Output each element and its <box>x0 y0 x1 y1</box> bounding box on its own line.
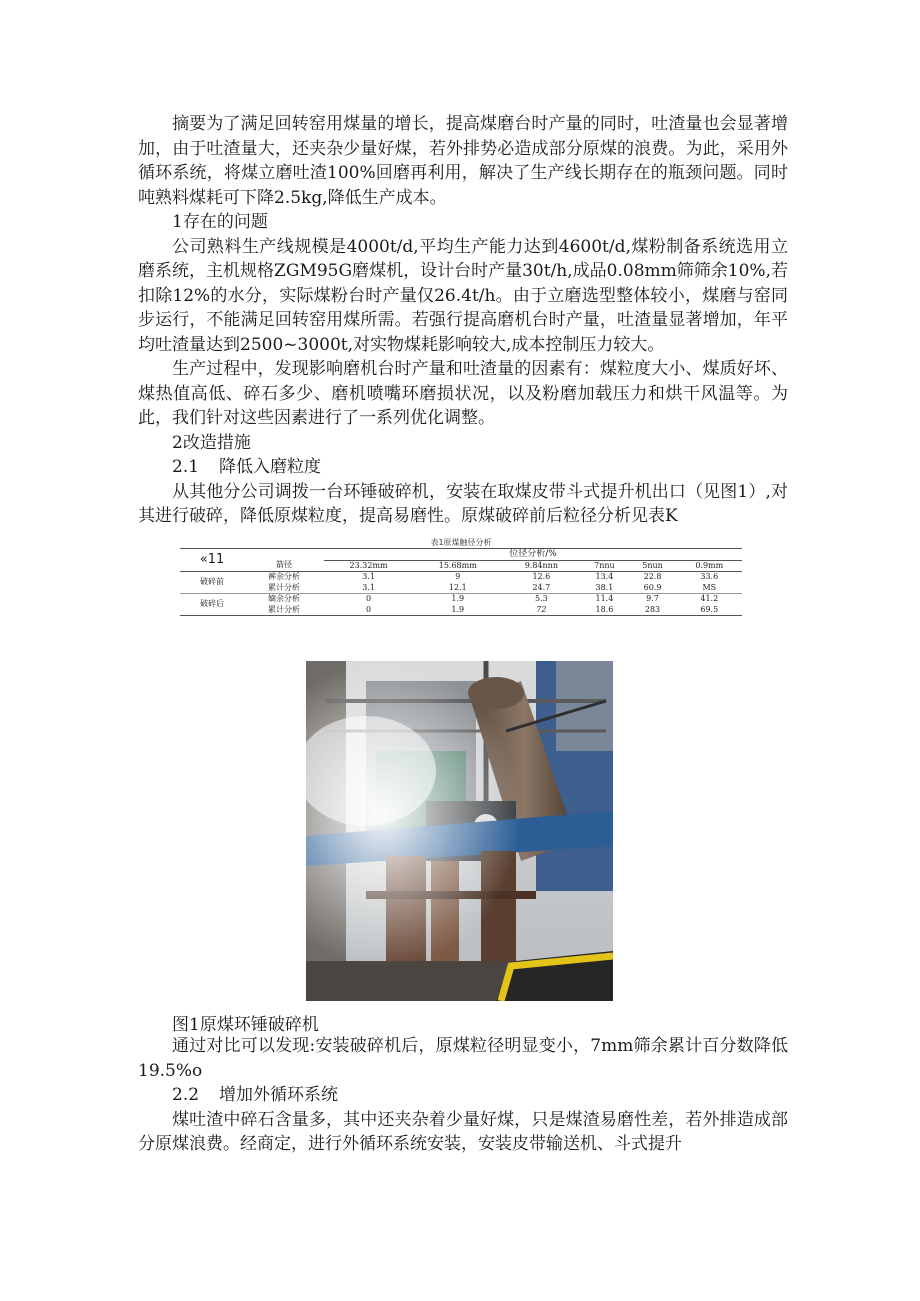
section-2-heading: 2改造措施 <box>172 432 251 453</box>
section-2-2-title: 增加外循环系统 <box>219 1085 339 1105</box>
table-size-header: 15.68mm <box>438 560 477 570</box>
crusher-photo <box>306 661 613 1001</box>
text-block-upper <box>138 112 788 529</box>
section-2-2-heading <box>138 1083 788 1108</box>
table-grid <box>180 548 742 616</box>
crusher-photo-illustration <box>306 661 613 1001</box>
table-group-label: 破碎前 <box>200 577 224 587</box>
table-title: 表1原煤触径分析 <box>430 538 492 547</box>
table-cell: 33.6 <box>700 572 719 581</box>
table-size-header: 23.32mm <box>349 560 388 570</box>
table-cell: 18.6 <box>595 604 614 614</box>
table-cell: 12.1 <box>448 582 467 592</box>
table-size-header: 5nun <box>642 560 663 570</box>
table-cell: 60.9 <box>643 582 662 592</box>
table-row-label: 裤余分析 <box>268 572 300 581</box>
table-cell: 3.1 <box>362 582 375 592</box>
table-sieve-label: 箭径 <box>276 560 292 570</box>
table-cell: 22.8 <box>643 572 662 581</box>
table-row-label: 嫡余分析 <box>268 594 300 603</box>
table-cell: 0 <box>366 604 372 614</box>
table-row-label: 累计分析 <box>268 604 300 614</box>
section-2-2-paragraph: 煤吐渣中碎石含量多，其中还夹杂着少量好煤，只是煤渣易磨性差，若外排造成部分原煤浪费。经商定，进行外循环系统安装，安装皮带输送机、斗式提升 <box>138 1109 788 1154</box>
after-figure-paragraph: 通过对比可以发现:安装破碎机后，原煤粒径明显变小，7mm筛余累计百分数降低19.5%o <box>138 1036 788 1081</box>
table-size-header: 7nnu <box>594 560 615 570</box>
table-group-label: 破碎后 <box>180 594 244 616</box>
section-2-1-number: 2.1 <box>172 457 200 477</box>
table-cell: MS <box>702 582 717 592</box>
table-row-label: 累计分析 <box>268 582 300 592</box>
table-cell: 1.9 <box>451 604 465 614</box>
section-2-2-number: 2.2 <box>172 1085 200 1105</box>
table-group-header: 位径分析/% <box>324 549 742 561</box>
table-cell: 69.5 <box>700 604 719 614</box>
table-cell: 5.3 <box>534 594 548 603</box>
table-cell: 12.6 <box>532 572 551 581</box>
table-cell: 1.9 <box>451 594 465 603</box>
section-2-1-paragraph: 从其他分公司调拨一台环锤破碎机，安装在取煤皮带斗式提升机出口（见图1）,对其进行破碎，降低原煤粒度，提高易磨性。原煤破碎前后粒径分析见表K <box>138 481 788 526</box>
text-block-lower <box>138 1034 788 1157</box>
table-cell: 41.2 <box>700 594 719 603</box>
table-cell: 3.1 <box>362 572 375 581</box>
table-cell: 0 <box>366 594 372 603</box>
table-cell: 9 <box>455 572 461 581</box>
table-cell: 11.4 <box>595 594 614 603</box>
section-2-1-title: 降低入磨粒度 <box>219 457 322 477</box>
table-cell: 9.7 <box>646 594 659 603</box>
section-1-heading: 1存在的问题 <box>172 212 268 232</box>
table-corner-label: «11 <box>180 549 244 572</box>
section-2-1-heading <box>138 455 788 480</box>
section-1-paragraph-1: 公司熟料生产线规模是4000t/d,平均生产能力达到4600t/d,煤粉制备系统选用立磨系统，主机规格ZGM95G磨煤机，设计台时产量30t/h,成品0.08mm筛筛余10%,若扣除12%的水分，实际煤粉台时产量仅26.4t/h。由于立磨选型整体较小，煤磨与窑同步运行，不能满足回转窑用煤所需。若强行提高磨机台时产量，吐渣量显著增加，年平均吐渣量达到2500~3000t,对实物煤耗影响较大,成本控制压力较大。 <box>138 236 788 355</box>
section-1-paragraph-2: 生产过程中，发现影响磨机台时产量和吐渣量的因素有：煤粒度大小、煤质好坏、煤热值高低、碎石多少、磨机喷嘴环磨损状况，以及粉磨加载压力和烘干风温等。为此，我们针对这些因素进行了一系列优化调整。 <box>138 359 788 428</box>
abstract-paragraph: 摘要为了满足回转窑用煤量的增长，提高煤磨台时产量的同时，吐渣量也会显著增加，由于吐渣量大，还夹杂少量好煤，若外排势必造成部分原煤的浪费。为此，采用外循环系统，将煤立磨吐渣100%回磨再利用，解决了生产线长期存在的瓶颈问题。同时吨熟料煤耗可下降2.5kg,降低生产成本。 <box>138 114 788 208</box>
table-size-header: 9.84nnn <box>524 560 558 570</box>
table-cell: 13.4 <box>595 572 614 581</box>
table-cell: 72 <box>536 604 547 614</box>
table-cell: 24.7 <box>532 582 551 592</box>
figure-caption: 图1原煤环锤破碎机 <box>172 1015 319 1035</box>
table-size-header: 0.9mm <box>695 560 724 570</box>
table-cell: 283 <box>644 604 661 614</box>
table-cell: 38.1 <box>595 582 614 592</box>
